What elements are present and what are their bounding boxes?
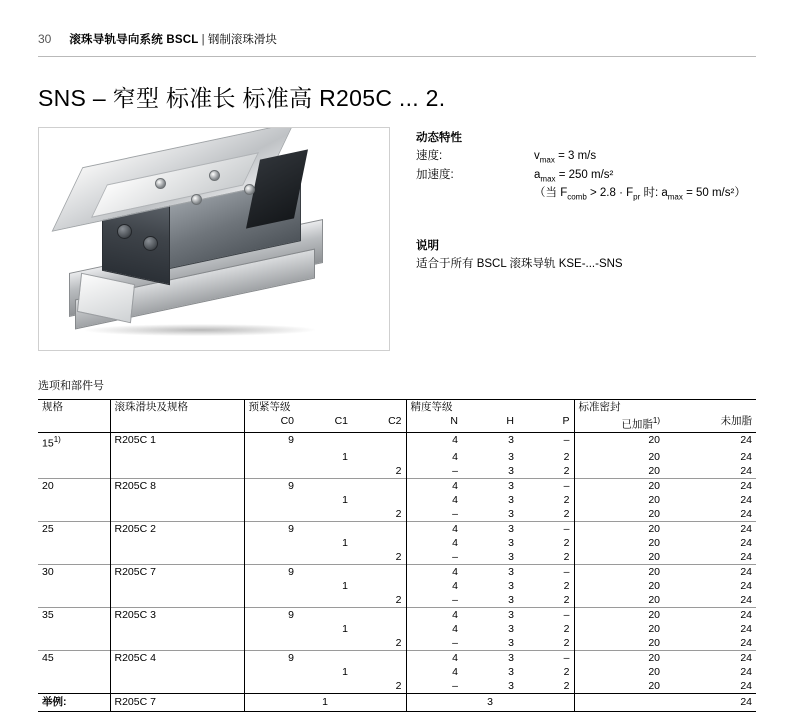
- cell-p: 2: [563, 551, 570, 563]
- cell-ungreased: 24: [740, 637, 752, 649]
- cell-h: 3: [462, 432, 518, 450]
- cell-size: [38, 593, 110, 608]
- description-block: [416, 238, 746, 274]
- accel-symbol: a: [534, 168, 541, 181]
- header-divider: [38, 56, 756, 57]
- cell-c0: 9: [244, 432, 298, 450]
- cell-ungreased: 24: [740, 623, 752, 635]
- cell-c2: 2: [395, 637, 402, 649]
- cell-c0: [244, 493, 298, 507]
- table-row: [38, 651, 756, 666]
- cell-ungreased: 24: [740, 551, 752, 563]
- col-h: H: [462, 414, 518, 432]
- cell-c2: [352, 432, 406, 450]
- cell-h: 3: [508, 537, 514, 549]
- cell-n: 4: [406, 608, 462, 623]
- acceleration-note: [534, 185, 746, 204]
- cell-greased: 20: [574, 536, 664, 550]
- cell-c2: 2: [395, 465, 402, 477]
- size-value: 15: [42, 437, 54, 449]
- col-n: N: [406, 414, 462, 432]
- cell-size: [38, 622, 110, 636]
- cell-c0: [244, 622, 298, 636]
- note-sub-comb: comb: [567, 192, 587, 202]
- acceleration-row: [416, 167, 746, 186]
- cell-ungreased: 24: [664, 522, 756, 537]
- cell-n: –: [406, 636, 462, 651]
- cell-part: [110, 464, 244, 479]
- cell-h: 3: [508, 594, 514, 606]
- cell-n: 4: [406, 493, 462, 507]
- cell-part: [110, 593, 244, 608]
- cell-part: [110, 550, 244, 565]
- cell-p: –: [518, 432, 574, 450]
- cell-n: 4: [406, 565, 462, 580]
- acceleration-label: 加速度:: [416, 168, 454, 181]
- col-part-blank: [110, 414, 244, 432]
- note-sub-max: max: [667, 192, 683, 202]
- cell-part: [110, 665, 244, 679]
- cell-n: 4: [406, 536, 462, 550]
- speed-row: [416, 148, 746, 167]
- header-title: 滚珠导轨导向系统 BSCL: [69, 34, 199, 46]
- cell-n: –: [406, 593, 462, 608]
- cell-part: [110, 493, 244, 507]
- cell-p: 2: [563, 637, 570, 649]
- table-row: [38, 579, 756, 593]
- table-body: [38, 432, 756, 712]
- cell-c1: 1: [342, 494, 348, 506]
- cell-h: 3: [508, 494, 514, 506]
- cell-part: R205C 1: [110, 432, 244, 450]
- description-text: 适合于所有 BSCL 滚珠导轨 KSE-...-SNS: [416, 257, 623, 270]
- cell-ungreased: 24: [664, 608, 756, 623]
- note-part-mid1: > 2.8 · F: [586, 187, 634, 200]
- cell-part: R205C 4: [110, 651, 244, 666]
- cell-n: –: [406, 507, 462, 522]
- cell-c2: [352, 579, 406, 593]
- description-heading: 说明: [416, 239, 439, 252]
- example-preload: 1: [244, 694, 406, 712]
- cell-n: 4: [406, 665, 462, 679]
- table-row: [38, 679, 756, 694]
- cell-p: 2: [563, 594, 570, 606]
- cell-greased: 20: [574, 464, 664, 479]
- cell-c2: 2: [395, 680, 402, 692]
- cell-size: [38, 636, 110, 651]
- cell-c0: [244, 679, 298, 694]
- speed-number: = 3 m/s: [554, 149, 597, 162]
- cell-c1: [298, 593, 352, 608]
- example-greased-blank: [574, 694, 664, 712]
- cell-n: 4: [406, 479, 462, 494]
- cell-c2: [352, 450, 406, 464]
- cell-h: 3: [508, 637, 514, 649]
- cell-greased: 20: [574, 432, 664, 450]
- cell-c2: [352, 536, 406, 550]
- lubrication-port-icon: [117, 224, 132, 239]
- figure-and-specs: [38, 127, 756, 351]
- cell-n: 4: [406, 522, 462, 537]
- col-group-seal: 标准密封: [574, 400, 756, 415]
- cell-part: R205C 2: [110, 522, 244, 537]
- col-c1: C1: [298, 414, 352, 432]
- cell-size: [38, 493, 110, 507]
- mounting-bolt-icon: [191, 194, 202, 205]
- example-accuracy: 3: [406, 694, 574, 712]
- cell-c1: [298, 651, 352, 666]
- cell-h: 3: [508, 551, 514, 563]
- cell-c2: [352, 665, 406, 679]
- table-row: [38, 565, 756, 580]
- header-subtitle: 钢制滚珠滑块: [207, 34, 277, 46]
- spacer: [416, 185, 534, 204]
- col-ungreased: 未加脂: [664, 414, 756, 432]
- cell-greased: 20: [574, 522, 664, 537]
- cell-c1: [298, 522, 352, 537]
- example-label: 举例:: [38, 694, 110, 712]
- col-p: P: [518, 414, 574, 432]
- cell-size: 20: [38, 479, 110, 494]
- cell-n: 4: [406, 579, 462, 593]
- cell-part: R205C 8: [110, 479, 244, 494]
- cell-c2: [352, 651, 406, 666]
- table-row: [38, 522, 756, 537]
- table-row: [38, 464, 756, 479]
- cell-c1: [298, 679, 352, 694]
- cell-ungreased: 24: [740, 580, 752, 592]
- table-row: [38, 593, 756, 608]
- col-group-part: 滚珠滑块及规格: [110, 400, 244, 415]
- cell-n: 4: [406, 651, 462, 666]
- cell-p: 2: [563, 451, 570, 463]
- cell-size: 30: [38, 565, 110, 580]
- speed-label: 速度:: [416, 149, 443, 162]
- table-row: [38, 636, 756, 651]
- page-number: 30: [38, 32, 52, 46]
- cell-c1: [298, 550, 352, 565]
- cell-h: 3: [462, 522, 518, 537]
- cell-part: R205C 7: [110, 565, 244, 580]
- cell-c1: [298, 565, 352, 580]
- cell-part: [110, 622, 244, 636]
- cell-size: [38, 579, 110, 593]
- table-row: [38, 608, 756, 623]
- cell-c0: [244, 450, 298, 464]
- speed-value: [534, 148, 596, 167]
- mounting-bolt-icon: [209, 170, 220, 181]
- cell-h: 3: [508, 623, 514, 635]
- cell-c0: [244, 507, 298, 522]
- col-group-size: 规格: [38, 400, 110, 415]
- accel-number: = 250 m/s²: [555, 168, 614, 181]
- cell-h: 3: [508, 666, 514, 678]
- cell-greased: 20: [574, 679, 664, 694]
- cell-c2: 2: [395, 508, 402, 520]
- cell-n: –: [406, 679, 462, 694]
- mounting-bolt-icon: [155, 178, 166, 189]
- note-sub-pr: pr: [633, 192, 641, 202]
- cell-c2: [352, 565, 406, 580]
- cell-greased: 20: [574, 651, 664, 666]
- table-row: [38, 622, 756, 636]
- note-part-open: （当 F: [534, 187, 568, 200]
- cell-c0: 9: [244, 608, 298, 623]
- cell-c1: 1: [342, 580, 348, 592]
- table-row: [38, 450, 756, 464]
- cell-part: [110, 636, 244, 651]
- cell-size: [38, 679, 110, 694]
- cell-p: –: [518, 565, 574, 580]
- cell-n: –: [406, 550, 462, 565]
- size-footnote: 1): [53, 434, 61, 444]
- cell-c1: [298, 608, 352, 623]
- cell-greased: 20: [574, 579, 664, 593]
- cell-greased: 20: [574, 622, 664, 636]
- cell-c2: [352, 493, 406, 507]
- cell-size: [38, 536, 110, 550]
- table-row: [38, 493, 756, 507]
- cell-c1: [298, 479, 352, 494]
- cell-h: 3: [462, 651, 518, 666]
- speed-symbol: v: [534, 149, 540, 162]
- cell-p: –: [518, 651, 574, 666]
- cell-h: 3: [508, 580, 514, 592]
- cell-ungreased: 24: [740, 666, 752, 678]
- cell-ungreased: 24: [664, 432, 756, 450]
- cell-c1: 1: [342, 537, 348, 549]
- cell-c0: 9: [244, 565, 298, 580]
- cell-h: 3: [462, 479, 518, 494]
- cell-part: [110, 679, 244, 694]
- cell-h: 3: [508, 465, 514, 477]
- note-part-mid2: 时: a: [640, 187, 668, 200]
- cell-n: 4: [406, 622, 462, 636]
- cell-size: [38, 432, 110, 450]
- cell-size: 45: [38, 651, 110, 666]
- speed-subscript: max: [539, 155, 555, 165]
- cell-p: –: [518, 608, 574, 623]
- table-row: [38, 432, 756, 450]
- cell-part: [110, 507, 244, 522]
- header-separator: |: [201, 34, 205, 46]
- cell-p: 2: [563, 494, 570, 506]
- col-group-accuracy: 精度等级: [406, 400, 574, 415]
- cell-c2: [352, 608, 406, 623]
- cell-ungreased: 24: [740, 680, 752, 692]
- cell-p: 2: [563, 508, 570, 520]
- col-greased-label: 已加脂: [621, 418, 653, 431]
- dynamic-properties-heading: 动态特性: [416, 132, 462, 144]
- table-group-header-row: [38, 400, 756, 415]
- cell-n: 4: [406, 450, 462, 464]
- product-figure: [38, 127, 390, 351]
- cell-part: R205C 3: [110, 608, 244, 623]
- table-row: [38, 479, 756, 494]
- cell-p: 2: [563, 666, 570, 678]
- example-seal: 24: [664, 694, 756, 712]
- lubrication-port-icon: [143, 236, 158, 251]
- cell-greased: 20: [574, 507, 664, 522]
- col-greased: [574, 414, 664, 432]
- cell-c2: 2: [395, 594, 402, 606]
- cell-c2: [352, 622, 406, 636]
- cell-ungreased: 24: [664, 565, 756, 580]
- cell-part: [110, 579, 244, 593]
- cell-n: 4: [406, 432, 462, 450]
- cell-ungreased: 24: [740, 465, 752, 477]
- cell-ungreased: 24: [740, 494, 752, 506]
- cell-c1: 1: [342, 451, 348, 463]
- cell-part: [110, 450, 244, 464]
- col-size-blank: [38, 414, 110, 432]
- cell-p: –: [518, 522, 574, 537]
- cell-greased: 20: [574, 608, 664, 623]
- cell-c0: [244, 464, 298, 479]
- col-c0: C0: [244, 414, 298, 432]
- cell-c1: [298, 464, 352, 479]
- cell-h: 3: [508, 508, 514, 520]
- cell-size: [38, 507, 110, 522]
- table-row: [38, 665, 756, 679]
- cell-p: 2: [563, 465, 570, 477]
- options-and-part-numbers-table: [38, 399, 756, 712]
- cell-c0: [244, 536, 298, 550]
- cell-p: 2: [563, 580, 570, 592]
- cell-c1: [298, 636, 352, 651]
- cell-c1: 1: [342, 666, 348, 678]
- cell-size: [38, 464, 110, 479]
- cell-ungreased: 24: [740, 594, 752, 606]
- cell-greased: 20: [574, 636, 664, 651]
- col-greased-footnote: 1): [652, 416, 660, 425]
- cell-h: 3: [462, 565, 518, 580]
- cell-c2: 2: [395, 551, 402, 563]
- cell-p: 2: [563, 623, 570, 635]
- cell-greased: 20: [574, 493, 664, 507]
- cell-size: [38, 665, 110, 679]
- table-row: [38, 507, 756, 522]
- cell-size: 35: [38, 608, 110, 623]
- page-title: SNS – 窄型 标准长 标准高 R205C ... 2.: [38, 85, 446, 111]
- cell-c0: [244, 579, 298, 593]
- accel-subscript: max: [540, 173, 556, 183]
- cell-c0: [244, 593, 298, 608]
- cell-ungreased: 24: [664, 479, 756, 494]
- cell-ungreased: 24: [740, 451, 752, 463]
- cell-c0: 9: [244, 522, 298, 537]
- cell-part: [110, 536, 244, 550]
- cell-n: –: [406, 464, 462, 479]
- example-part: R205C 7: [110, 694, 244, 712]
- table-caption: 选项和部件号: [38, 380, 104, 392]
- cell-ungreased: 24: [740, 537, 752, 549]
- cell-c2: [352, 522, 406, 537]
- col-c2: C2: [352, 414, 406, 432]
- cell-c0: 9: [244, 651, 298, 666]
- cell-c0: 9: [244, 479, 298, 494]
- acceleration-value: [534, 167, 613, 186]
- cell-greased: 20: [574, 550, 664, 565]
- cell-ungreased: 24: [664, 651, 756, 666]
- cell-greased: 20: [574, 479, 664, 494]
- note-part-close: = 50 m/s²）: [682, 187, 746, 200]
- cell-c2: [352, 479, 406, 494]
- cell-size: 25: [38, 522, 110, 537]
- cell-c0: [244, 665, 298, 679]
- cell-h: 3: [462, 608, 518, 623]
- col-group-preload: 预紧等级: [244, 400, 406, 415]
- cell-p: 2: [563, 680, 570, 692]
- cell-greased: 20: [574, 565, 664, 580]
- table-sub-header-row: [38, 414, 756, 432]
- cell-h: 3: [508, 451, 514, 463]
- cell-c0: [244, 636, 298, 651]
- cell-size: [38, 450, 110, 464]
- cell-c0: [244, 550, 298, 565]
- specifications: [416, 127, 746, 351]
- table-row: [38, 536, 756, 550]
- cell-ungreased: 24: [740, 508, 752, 520]
- acceleration-note-row: [416, 185, 746, 204]
- cell-c1: [298, 432, 352, 450]
- cell-c1: [298, 507, 352, 522]
- cell-p: –: [518, 479, 574, 494]
- cell-h: 3: [508, 680, 514, 692]
- example-row: [38, 694, 756, 712]
- figure-shadow: [82, 324, 318, 336]
- cell-greased: 20: [574, 665, 664, 679]
- page-header: [38, 0, 756, 47]
- cell-c1: 1: [342, 623, 348, 635]
- cell-greased: 20: [574, 593, 664, 608]
- cell-size: [38, 550, 110, 565]
- table-row: [38, 550, 756, 565]
- cell-p: 2: [563, 537, 570, 549]
- cell-greased: 20: [574, 450, 664, 464]
- mounting-bolt-icon: [244, 184, 255, 195]
